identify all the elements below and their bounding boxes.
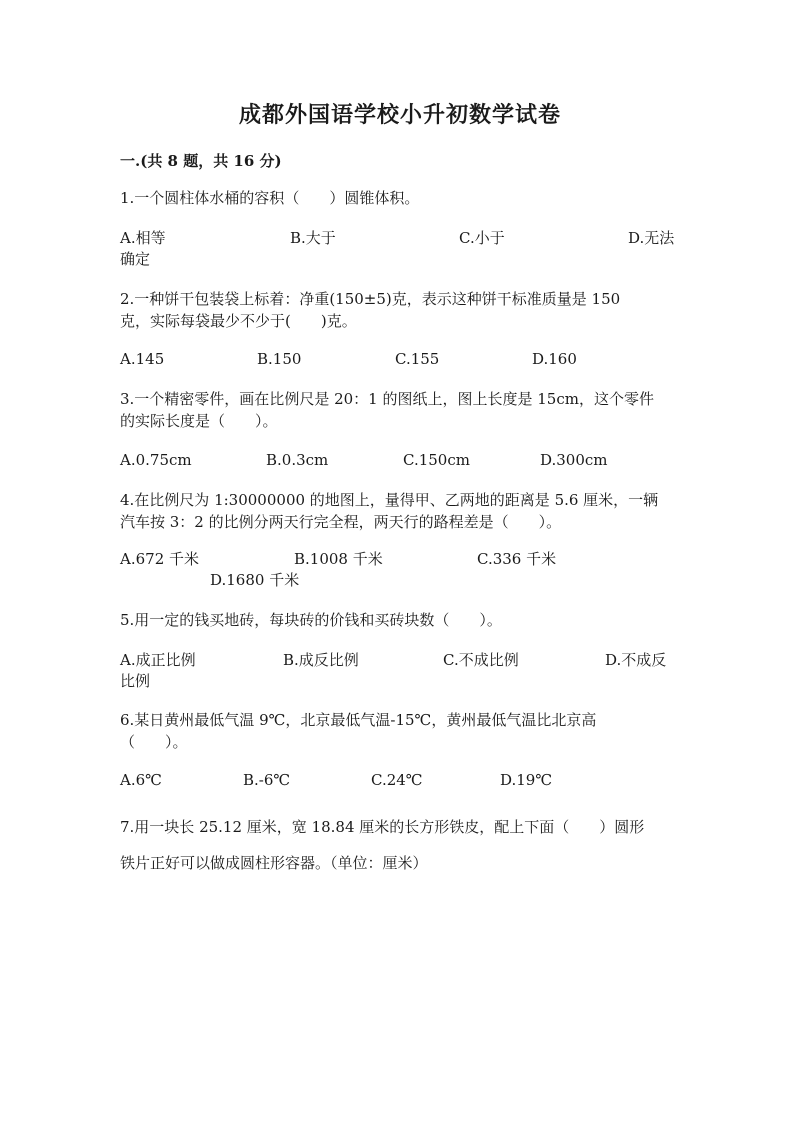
question-2 [120,288,685,332]
question-4-option-b: B.1008 千米 [294,550,383,568]
question-1-option-d-wrap: 确定 [120,250,151,268]
question-1-option-a: A.相等 [120,229,166,247]
question-7-line-1: 7.用一块长 25.12 厘米，宽 18.84 厘米的长方形铁皮，配上下面（ ）圆形 [120,818,645,836]
question-6-option-b: B.-6℃ [243,771,291,789]
question-5-line-1: 5.用一定的钱买地砖，每块砖的价钱和买砖块数（ ）。 [120,611,502,629]
section-header: 一.(共 8 题，共 16 分) [120,152,282,170]
question-2-line-2: 克，实际每袋最少不少于( )克。 [120,312,357,330]
question-2-option-b: B.150 [257,350,302,368]
question-4-line-2: 汽车按 3：2 的比例分两天行完全程，两天行的路程差是（ ）。 [120,513,562,531]
question-6-option-a: A.6℃ [120,771,162,789]
question-4-option-c: C.336 千米 [477,550,557,568]
question-5-option-d-wrap: 比例 [120,672,151,690]
question-4-option-d: D.1680 千米 [210,571,300,589]
question-6-option-d: D.19℃ [500,771,553,789]
question-3-line-2: 的实际长度是（ ）。 [120,412,278,430]
question-3-option-d: D.300cm [540,451,608,469]
question-7 [120,809,685,881]
question-1 [120,187,685,209]
question-1-option-d: D.无法 [628,229,675,247]
question-7-line-2: 铁片正好可以做成圆柱形容器。（单位：厘米） [120,854,428,872]
question-2-option-d: D.160 [532,350,577,368]
question-4-option-a: A.672 千米 [120,550,199,568]
question-4 [120,489,685,533]
question-2-option-c: C.155 [395,350,440,368]
question-5 [120,609,685,631]
question-1-option-c: C.小于 [459,229,505,247]
question-6-option-c: C.24℃ [371,771,423,789]
question-6-line-2: （ ）。 [120,733,188,751]
question-1-line-1: 1.一个圆柱体水桶的容积（ ）圆锥体积。 [120,189,420,207]
page-title: 成都外国语学校小升初数学试卷 [238,102,561,128]
question-1-option-b: B.大于 [290,229,336,247]
question-6 [120,709,685,753]
question-5-option-b: B.成反比例 [283,651,359,669]
question-5-option-c: C.不成比例 [443,651,519,669]
question-5-option-a: A.成正比例 [120,651,196,669]
question-3-option-c: C.150cm [403,451,470,469]
question-3-option-b: B.0.3cm [266,451,329,469]
question-4-line-1: 4.在比例尺为 1:30000000 的地图上，量得甲、乙两地的距离是 5.6 厘米，一辆 [120,491,659,509]
question-3-line-1: 3.一个精密零件，画在比例尺是 20：1 的图纸上，图上长度是 15cm，这个零件 [120,390,654,408]
question-5-option-d: D.不成反 [605,651,667,669]
question-3 [120,388,685,432]
question-3-option-a: A.0.75cm [120,451,192,469]
question-2-line-1: 2.一种饼干包装袋上标着：净重(150±5)克，表示这种饼干标准质量是 150 [120,290,621,308]
question-6-line-1: 6.某日黄州最低气温 9℃，北京最低气温-15℃，黄州最低气温比北京高 [120,711,597,729]
question-2-option-a: A.145 [120,350,165,368]
